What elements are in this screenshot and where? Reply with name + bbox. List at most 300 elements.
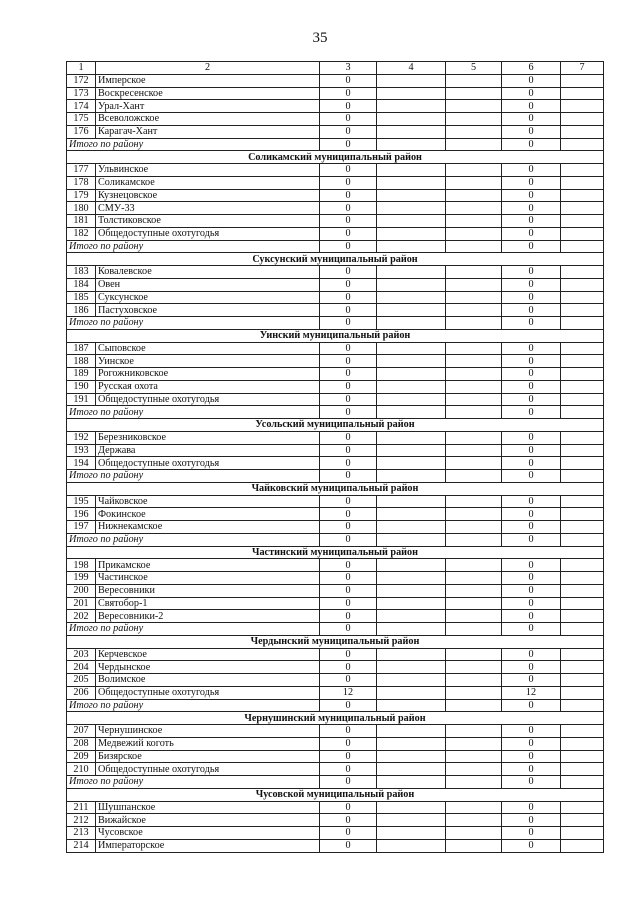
total-col4 xyxy=(377,240,446,253)
table-row xyxy=(67,572,604,585)
row-number: 172 xyxy=(67,74,96,87)
col7-value xyxy=(561,380,604,393)
ground-name: Кузнецовское xyxy=(96,189,320,202)
col7-value xyxy=(561,304,604,317)
col7-value xyxy=(561,508,604,521)
col6-value: 0 xyxy=(502,202,561,215)
col5-value xyxy=(446,368,502,381)
table-row xyxy=(67,431,604,444)
ground-name: Чердынское xyxy=(96,661,320,674)
total-col5 xyxy=(446,699,502,712)
table-row xyxy=(67,74,604,87)
row-number: 187 xyxy=(67,342,96,355)
total-col6: 0 xyxy=(502,240,561,253)
total-col4 xyxy=(377,470,446,483)
col6-value: 0 xyxy=(502,801,561,814)
ground-name: Ковалевское xyxy=(96,266,320,279)
table-row xyxy=(67,368,604,381)
col6-value: 0 xyxy=(502,495,561,508)
table-row xyxy=(67,342,604,355)
row-number: 173 xyxy=(67,87,96,100)
col4-value xyxy=(377,164,446,177)
table-row xyxy=(67,584,604,597)
col7-value xyxy=(561,686,604,699)
total-col3: 0 xyxy=(320,699,377,712)
total-col5 xyxy=(446,533,502,546)
header-cell: 1 xyxy=(67,62,96,75)
col4-value xyxy=(377,431,446,444)
col3-value: 0 xyxy=(320,342,377,355)
col5-value xyxy=(446,801,502,814)
row-number: 194 xyxy=(67,457,96,470)
row-number: 180 xyxy=(67,202,96,215)
col7-value xyxy=(561,164,604,177)
col7-value xyxy=(561,597,604,610)
section-title: Чердынский муниципальный район xyxy=(67,635,604,648)
table-row xyxy=(67,521,604,534)
total-col4 xyxy=(377,138,446,151)
col3-value: 0 xyxy=(320,74,377,87)
total-col7 xyxy=(561,138,604,151)
table-body xyxy=(67,62,604,853)
col4-value xyxy=(377,368,446,381)
col7-value xyxy=(561,661,604,674)
ground-name: Карагач-Хант xyxy=(96,125,320,138)
col6-value: 0 xyxy=(502,839,561,852)
table-row xyxy=(67,737,604,750)
col6-value: 0 xyxy=(502,278,561,291)
ground-name: Фокинское xyxy=(96,508,320,521)
col3-value: 0 xyxy=(320,202,377,215)
col7-value xyxy=(561,827,604,840)
row-number: 199 xyxy=(67,572,96,585)
col4-value xyxy=(377,202,446,215)
col5-value xyxy=(446,202,502,215)
col3-value: 0 xyxy=(320,368,377,381)
section-title: Чусовской муниципальный район xyxy=(67,788,604,801)
total-col7 xyxy=(561,317,604,330)
col5-value xyxy=(446,763,502,776)
col6-value: 0 xyxy=(502,74,561,87)
col3-value: 0 xyxy=(320,100,377,113)
section-header-row xyxy=(67,419,604,432)
col4-value xyxy=(377,521,446,534)
total-col7 xyxy=(561,406,604,419)
table-row xyxy=(67,227,604,240)
col7-value xyxy=(561,291,604,304)
col3-value: 0 xyxy=(320,227,377,240)
table-row xyxy=(67,444,604,457)
section-title: Чернушинский муниципальный район xyxy=(67,712,604,725)
table-row xyxy=(67,355,604,368)
col6-value: 0 xyxy=(502,215,561,228)
col4-value xyxy=(377,355,446,368)
col5-value xyxy=(446,164,502,177)
table-row xyxy=(67,113,604,126)
col7-value xyxy=(561,648,604,661)
col6-value: 0 xyxy=(502,572,561,585)
col3-value: 0 xyxy=(320,125,377,138)
col7-value xyxy=(561,725,604,738)
col6-value: 0 xyxy=(502,444,561,457)
col5-value xyxy=(446,827,502,840)
row-number: 175 xyxy=(67,113,96,126)
col4-value xyxy=(377,444,446,457)
col7-value xyxy=(561,457,604,470)
total-col5 xyxy=(446,623,502,636)
col7-value xyxy=(561,176,604,189)
col3-value: 0 xyxy=(320,266,377,279)
section-header-row xyxy=(67,482,604,495)
col4-value xyxy=(377,750,446,763)
col3-value: 0 xyxy=(320,495,377,508)
total-label: Итого по району xyxy=(67,776,320,789)
ground-name: Святобор-1 xyxy=(96,597,320,610)
col3-value: 0 xyxy=(320,508,377,521)
col5-value xyxy=(446,125,502,138)
table-row xyxy=(67,661,604,674)
ground-name: Шушпанское xyxy=(96,801,320,814)
table-row xyxy=(67,164,604,177)
ground-name: Чернушинское xyxy=(96,725,320,738)
total-label: Итого по району xyxy=(67,406,320,419)
col5-value xyxy=(446,610,502,623)
ground-name: Нижнекамское xyxy=(96,521,320,534)
row-number: 206 xyxy=(67,686,96,699)
col3-value: 0 xyxy=(320,661,377,674)
ground-name: Волимское xyxy=(96,674,320,687)
ground-name: Медвежий коготь xyxy=(96,737,320,750)
section-header-row xyxy=(67,788,604,801)
table-row xyxy=(67,686,604,699)
col3-value: 0 xyxy=(320,597,377,610)
col3-value: 0 xyxy=(320,380,377,393)
col6-value: 0 xyxy=(502,521,561,534)
col5-value xyxy=(446,750,502,763)
total-col6: 0 xyxy=(502,533,561,546)
col7-value xyxy=(561,495,604,508)
col3-value: 0 xyxy=(320,814,377,827)
col4-value xyxy=(377,291,446,304)
ground-name: Общедоступные охотугодья xyxy=(96,457,320,470)
row-number: 177 xyxy=(67,164,96,177)
col6-value: 0 xyxy=(502,610,561,623)
col3-value: 0 xyxy=(320,584,377,597)
total-col5 xyxy=(446,240,502,253)
col7-value xyxy=(561,266,604,279)
col5-value xyxy=(446,725,502,738)
col4-value xyxy=(377,839,446,852)
ground-name: Чайковское xyxy=(96,495,320,508)
col5-value xyxy=(446,215,502,228)
ground-name: Ульвинское xyxy=(96,164,320,177)
col6-value: 0 xyxy=(502,304,561,317)
row-number: 210 xyxy=(67,763,96,776)
col3-value: 0 xyxy=(320,215,377,228)
ground-name: Прикамское xyxy=(96,559,320,572)
col3-value: 0 xyxy=(320,737,377,750)
col4-value xyxy=(377,725,446,738)
col7-value xyxy=(561,278,604,291)
ground-name: Вижайское xyxy=(96,814,320,827)
row-number: 191 xyxy=(67,393,96,406)
row-number: 183 xyxy=(67,266,96,279)
table-row xyxy=(67,559,604,572)
row-number: 198 xyxy=(67,559,96,572)
total-col5 xyxy=(446,776,502,789)
col4-value xyxy=(377,87,446,100)
row-number: 174 xyxy=(67,100,96,113)
row-number: 197 xyxy=(67,521,96,534)
col6-value: 0 xyxy=(502,661,561,674)
table-row xyxy=(67,610,604,623)
table-row xyxy=(67,763,604,776)
total-col3: 0 xyxy=(320,470,377,483)
total-label: Итого по району xyxy=(67,240,320,253)
col4-value xyxy=(377,814,446,827)
col3-value: 0 xyxy=(320,674,377,687)
col3-value: 0 xyxy=(320,189,377,202)
col5-value xyxy=(446,674,502,687)
col4-value xyxy=(377,215,446,228)
col6-value: 0 xyxy=(502,674,561,687)
row-number: 207 xyxy=(67,725,96,738)
col6-value: 0 xyxy=(502,113,561,126)
total-label: Итого по району xyxy=(67,138,320,151)
col5-value xyxy=(446,266,502,279)
col5-value xyxy=(446,100,502,113)
col4-value xyxy=(377,304,446,317)
total-col6: 0 xyxy=(502,317,561,330)
table-row xyxy=(67,380,604,393)
col5-value xyxy=(446,444,502,457)
col5-value xyxy=(446,559,502,572)
total-col7 xyxy=(561,240,604,253)
col3-value: 0 xyxy=(320,164,377,177)
total-col3: 0 xyxy=(320,623,377,636)
col7-value xyxy=(561,100,604,113)
col7-value xyxy=(561,189,604,202)
col5-value xyxy=(446,572,502,585)
col6-value: 0 xyxy=(502,355,561,368)
col4-value xyxy=(377,266,446,279)
section-header-row xyxy=(67,253,604,266)
section-title: Уинский муниципальный район xyxy=(67,329,604,342)
section-header-row xyxy=(67,546,604,559)
total-col7 xyxy=(561,776,604,789)
col3-value: 0 xyxy=(320,750,377,763)
col6-value: 0 xyxy=(502,827,561,840)
col6-value: 0 xyxy=(502,164,561,177)
header-cell: 6 xyxy=(502,62,561,75)
table-row xyxy=(67,801,604,814)
section-header-row xyxy=(67,151,604,164)
col6-value: 0 xyxy=(502,457,561,470)
col5-value xyxy=(446,393,502,406)
ground-name: Урал-Хант xyxy=(96,100,320,113)
table-row xyxy=(67,648,604,661)
table-row xyxy=(67,304,604,317)
col6-value: 0 xyxy=(502,737,561,750)
table-row xyxy=(67,100,604,113)
col3-value: 0 xyxy=(320,725,377,738)
col4-value xyxy=(377,686,446,699)
col5-value xyxy=(446,227,502,240)
total-col3: 0 xyxy=(320,533,377,546)
ground-name: Чусовское xyxy=(96,827,320,840)
col7-value xyxy=(561,74,604,87)
row-number: 185 xyxy=(67,291,96,304)
row-number: 204 xyxy=(67,661,96,674)
row-number: 203 xyxy=(67,648,96,661)
col6-value: 0 xyxy=(502,100,561,113)
col5-value xyxy=(446,74,502,87)
col5-value xyxy=(446,176,502,189)
col5-value xyxy=(446,737,502,750)
ground-name: Вересовники xyxy=(96,584,320,597)
total-col7 xyxy=(561,470,604,483)
col7-value xyxy=(561,814,604,827)
row-number: 182 xyxy=(67,227,96,240)
col6-value: 0 xyxy=(502,559,561,572)
col3-value: 0 xyxy=(320,572,377,585)
col3-value: 0 xyxy=(320,355,377,368)
ground-name: Бизярское xyxy=(96,750,320,763)
col4-value xyxy=(377,74,446,87)
ground-name: Общедоступные охотугодья xyxy=(96,686,320,699)
total-col3: 0 xyxy=(320,240,377,253)
ground-name: Уинское xyxy=(96,355,320,368)
header-cell: 2 xyxy=(96,62,320,75)
ground-name: Всеволожское xyxy=(96,113,320,126)
total-col5 xyxy=(446,138,502,151)
col5-value xyxy=(446,278,502,291)
col5-value xyxy=(446,87,502,100)
header-cell: 3 xyxy=(320,62,377,75)
row-number: 201 xyxy=(67,597,96,610)
col5-value xyxy=(446,814,502,827)
table-row xyxy=(67,495,604,508)
col4-value xyxy=(377,610,446,623)
ground-name: Сыповское xyxy=(96,342,320,355)
ground-name: Воскресенское xyxy=(96,87,320,100)
header-cell: 5 xyxy=(446,62,502,75)
col6-value: 0 xyxy=(502,189,561,202)
ground-name: Суксунское xyxy=(96,291,320,304)
row-number: 205 xyxy=(67,674,96,687)
col7-value xyxy=(561,113,604,126)
col3-value: 0 xyxy=(320,176,377,189)
col3-value: 0 xyxy=(320,113,377,126)
col3-value: 0 xyxy=(320,278,377,291)
col7-value xyxy=(561,444,604,457)
col4-value xyxy=(377,674,446,687)
col4-value xyxy=(377,827,446,840)
ground-name: Рогожниковское xyxy=(96,368,320,381)
col3-value: 0 xyxy=(320,291,377,304)
total-col5 xyxy=(446,406,502,419)
col4-value xyxy=(377,584,446,597)
col4-value xyxy=(377,572,446,585)
col7-value xyxy=(561,215,604,228)
header-row xyxy=(67,62,604,75)
col4-value xyxy=(377,559,446,572)
col4-value xyxy=(377,597,446,610)
row-number: 200 xyxy=(67,584,96,597)
row-number: 192 xyxy=(67,431,96,444)
col6-value: 0 xyxy=(502,125,561,138)
total-label: Итого по району xyxy=(67,317,320,330)
table-row xyxy=(67,839,604,852)
col4-value xyxy=(377,495,446,508)
col7-value xyxy=(561,368,604,381)
row-number: 211 xyxy=(67,801,96,814)
col3-value: 0 xyxy=(320,827,377,840)
district-total-row xyxy=(67,406,604,419)
table-row xyxy=(67,508,604,521)
row-number: 188 xyxy=(67,355,96,368)
col4-value xyxy=(377,176,446,189)
total-col7 xyxy=(561,699,604,712)
col3-value: 0 xyxy=(320,763,377,776)
total-col6: 0 xyxy=(502,470,561,483)
col7-value xyxy=(561,674,604,687)
total-label: Итого по району xyxy=(67,470,320,483)
district-total-row xyxy=(67,240,604,253)
col5-value xyxy=(446,457,502,470)
ground-name: Вересовники-2 xyxy=(96,610,320,623)
col4-value xyxy=(377,189,446,202)
total-col6: 0 xyxy=(502,138,561,151)
row-number: 190 xyxy=(67,380,96,393)
col4-value xyxy=(377,661,446,674)
col7-value xyxy=(561,572,604,585)
col4-value xyxy=(377,100,446,113)
total-col3: 0 xyxy=(320,776,377,789)
col3-value: 0 xyxy=(320,610,377,623)
page-number: 35 xyxy=(312,30,328,46)
ground-name: Керчевское xyxy=(96,648,320,661)
ground-name: Общедоступные охотугодья xyxy=(96,393,320,406)
col4-value xyxy=(377,380,446,393)
total-col4 xyxy=(377,699,446,712)
table-row xyxy=(67,202,604,215)
ground-name: Общедоступные охотугодья xyxy=(96,227,320,240)
col4-value xyxy=(377,801,446,814)
section-title: Частинский муниципальный район xyxy=(67,546,604,559)
ground-name: Общедоступные охотугодья xyxy=(96,763,320,776)
col5-value xyxy=(446,686,502,699)
table-row xyxy=(67,266,604,279)
row-number: 214 xyxy=(67,839,96,852)
col3-value: 12 xyxy=(320,686,377,699)
row-number: 213 xyxy=(67,827,96,840)
col3-value: 0 xyxy=(320,431,377,444)
col6-value: 0 xyxy=(502,176,561,189)
col5-value xyxy=(446,113,502,126)
col3-value: 0 xyxy=(320,304,377,317)
col6-value: 0 xyxy=(502,814,561,827)
col6-value: 0 xyxy=(502,368,561,381)
col7-value xyxy=(561,839,604,852)
total-col6: 0 xyxy=(502,406,561,419)
col4-value xyxy=(377,342,446,355)
table-row xyxy=(67,176,604,189)
col7-value xyxy=(561,801,604,814)
col5-value xyxy=(446,584,502,597)
total-col5 xyxy=(446,317,502,330)
row-number: 195 xyxy=(67,495,96,508)
